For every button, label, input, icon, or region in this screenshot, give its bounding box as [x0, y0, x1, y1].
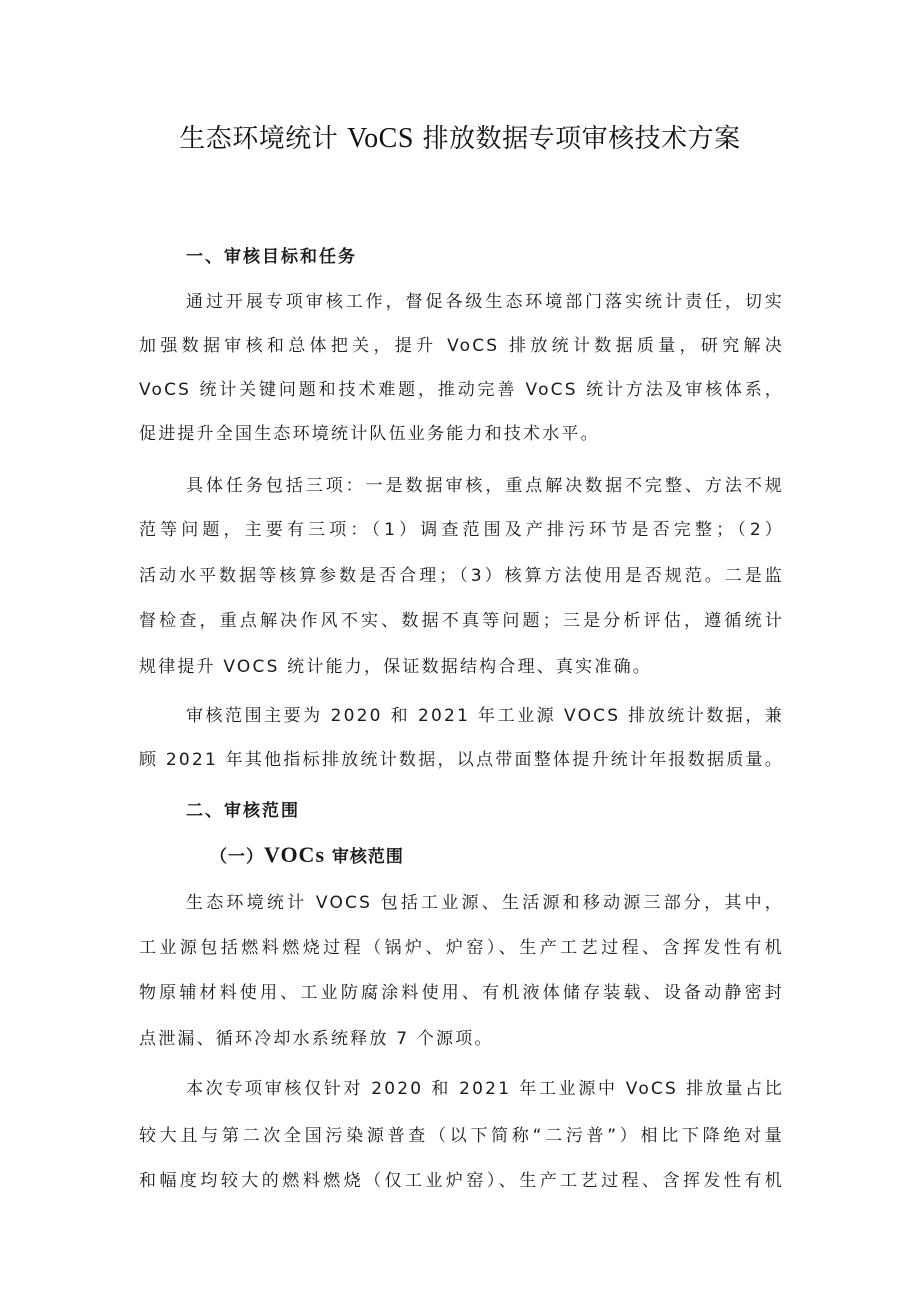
title-text-latin: VoCS — [347, 123, 414, 154]
section-heading-scope: 二、审核范围 — [186, 801, 300, 821]
paragraph-line: 活动水平数据等核算参数是否合理；（3）核算方法使用是否规范。二是监 — [139, 566, 784, 586]
paragraph-line: 点泄漏、循环冷却水系统释放 7 个源项。 — [139, 1029, 494, 1049]
paragraph-line: 本次专项审核仅针对 2020 和 2021 年工业源中 VoCS 排放量占比 — [186, 1079, 784, 1099]
paragraph-line: 范等问题，主要有三项：（1）调查范围及产排污环节是否完整；（2） — [139, 520, 784, 540]
paragraph-line: 审核范围主要为 2020 和 2021 年工业源 VOCS 排放统计数据，兼 — [186, 706, 784, 726]
paragraph-line: 工业源包括燃料燃烧过程（锅炉、炉窑）、生产工艺过程、含挥发性有机 — [139, 938, 784, 958]
paragraph-line: VoCS 统计关键问题和技术难题，推动完善 VoCS 统计方法及审核体系， — [139, 380, 784, 400]
paragraph-line: 促进提升全国生态环境统计队伍业务能力和技术水平。 — [139, 424, 600, 444]
paragraph-line: 规律提升 VOCS 统计能力，保证数据结构合理、真实准确。 — [139, 657, 652, 677]
document-title — [0, 118, 920, 155]
title-text-b: 排放数据专项审核技术方案 — [413, 124, 741, 154]
subsection-prefix: （一） — [210, 847, 264, 867]
paragraph-line: 生态环境统计 VOCS 包括工业源、生活源和移动源三部分，其中， — [186, 893, 784, 913]
subsection-suffix: 审核范围 — [325, 847, 404, 867]
subsection-heading-vocs-scope — [210, 842, 404, 868]
paragraph-line: 物原辅材料使用、工业防腐涂料使用、有机液体储存装载、设备动静密封 — [139, 983, 784, 1003]
paragraph-line: 通过开展专项审核工作，督促各级生态环境部门落实统计责任，切实 — [186, 292, 784, 312]
paragraph-line: 和幅度均较大的燃料燃烧（仅工业炉窑）、生产工艺过程、含挥发性有机 — [139, 1171, 784, 1191]
subsection-latin: VOCs — [264, 842, 326, 867]
title-text-a: 生态环境统计 — [179, 124, 348, 154]
paragraph-line: 顾 2021 年其他指标排放统计数据，以点带面整体提升统计年报数据质量。 — [139, 750, 784, 770]
section-heading-objectives: 一、审核目标和任务 — [186, 247, 357, 267]
paragraph-line: 督检查，重点解决作风不实、数据不真等问题；三是分析评估，遵循统计 — [139, 611, 784, 631]
paragraph-line: 加强数据审核和总体把关，提升 VoCS 排放统计数据质量，研究解决 — [139, 336, 784, 356]
paragraph-line: 较大且与第二次全国污染源普查（以下简称“二污普”）相比下降绝对量 — [139, 1126, 784, 1146]
paragraph-line: 具体任务包括三项：一是数据审核，重点解决数据不完整、方法不规 — [186, 476, 784, 496]
